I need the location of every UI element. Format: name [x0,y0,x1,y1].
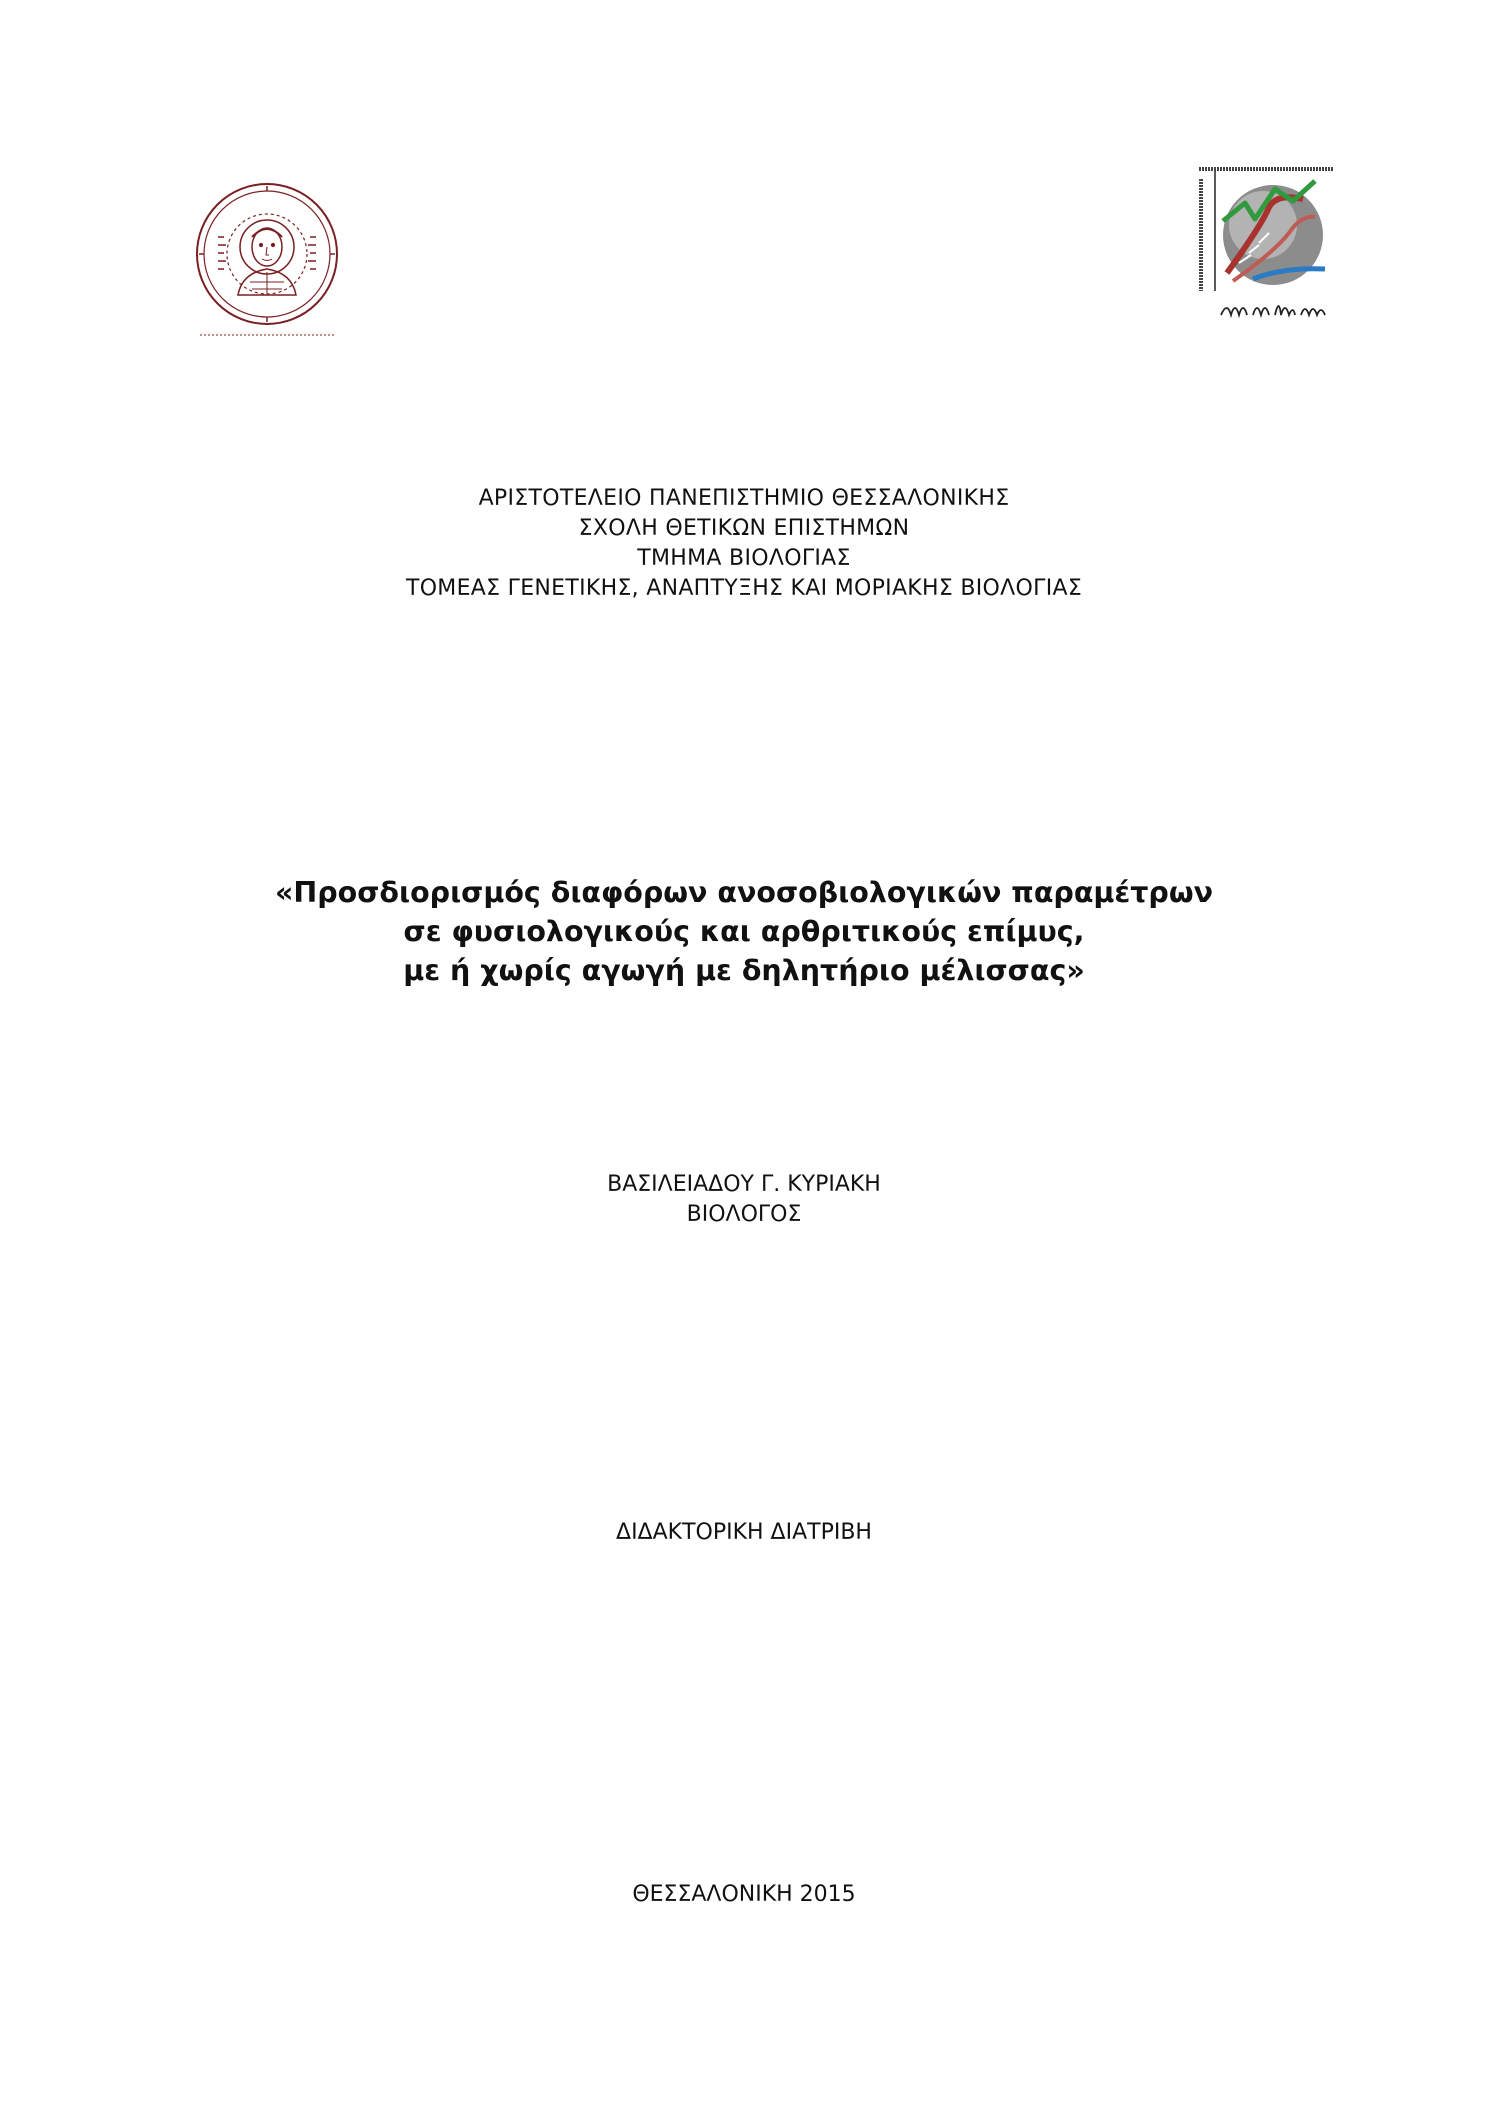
university-seal-icon [190,177,345,342]
university-name: ΑΡΙΣΤΟΤΕΛΕΙΟ ΠΑΝΕΠΙΣΤΗΜΙΟ ΘΕΣΣΑΛΟΝΙΚΗΣ [478,486,1010,511]
author-block [0,1170,1488,1230]
biology-department-logo-icon [1193,163,1339,335]
section-name: ΤΟΜΕΑΣ ΓΕΝΕΤΙΚΗΣ, ΑΝΑΠΤΥΞΗΣ ΚΑΙ ΜΟΡΙΑΚΗΣ ΒΙΟΛΟΓΙΑΣ [405,576,1083,601]
thesis-title [0,873,1488,990]
biology-department-logo [1193,163,1339,335]
document-type: ΔΙΔΑΚΤΟΡΙΚΗ ΔΙΑΤΡΙΒΗ [616,1520,872,1545]
thesis-title-line-3: με ή χωρίς αγωγή με δηλητήριο μέλισσας» [403,954,1085,987]
university-seal-logo [190,177,345,342]
place-year: ΘΕΣΣΑΛΟΝΙΚΗ 2015 [632,1882,856,1907]
thesis-title-line-1: «Προσδιορισμός διαφόρων ανοσοβιολογικών παραμέτρων [274,876,1214,909]
author-profession: ΒΙΟΛΟΓΟΣ [686,1202,802,1227]
school-name: ΣΧΟΛΗ ΘΕΤΙΚΩΝ ΕΠΙΣΤΗΜΩΝ [578,516,910,541]
institution-block [0,484,1488,604]
thesis-title-line-2: σε φυσιολογικούς και αρθριτικούς επίμυς, [403,915,1085,948]
author-name: ΒΑΣΙΛΕΙΑΔΟΥ Γ. ΚΥΡΙΑΚΗ [607,1172,881,1197]
department-name: ΤΜΗΜΑ ΒΙΟΛΟΓΙΑΣ [637,546,851,571]
